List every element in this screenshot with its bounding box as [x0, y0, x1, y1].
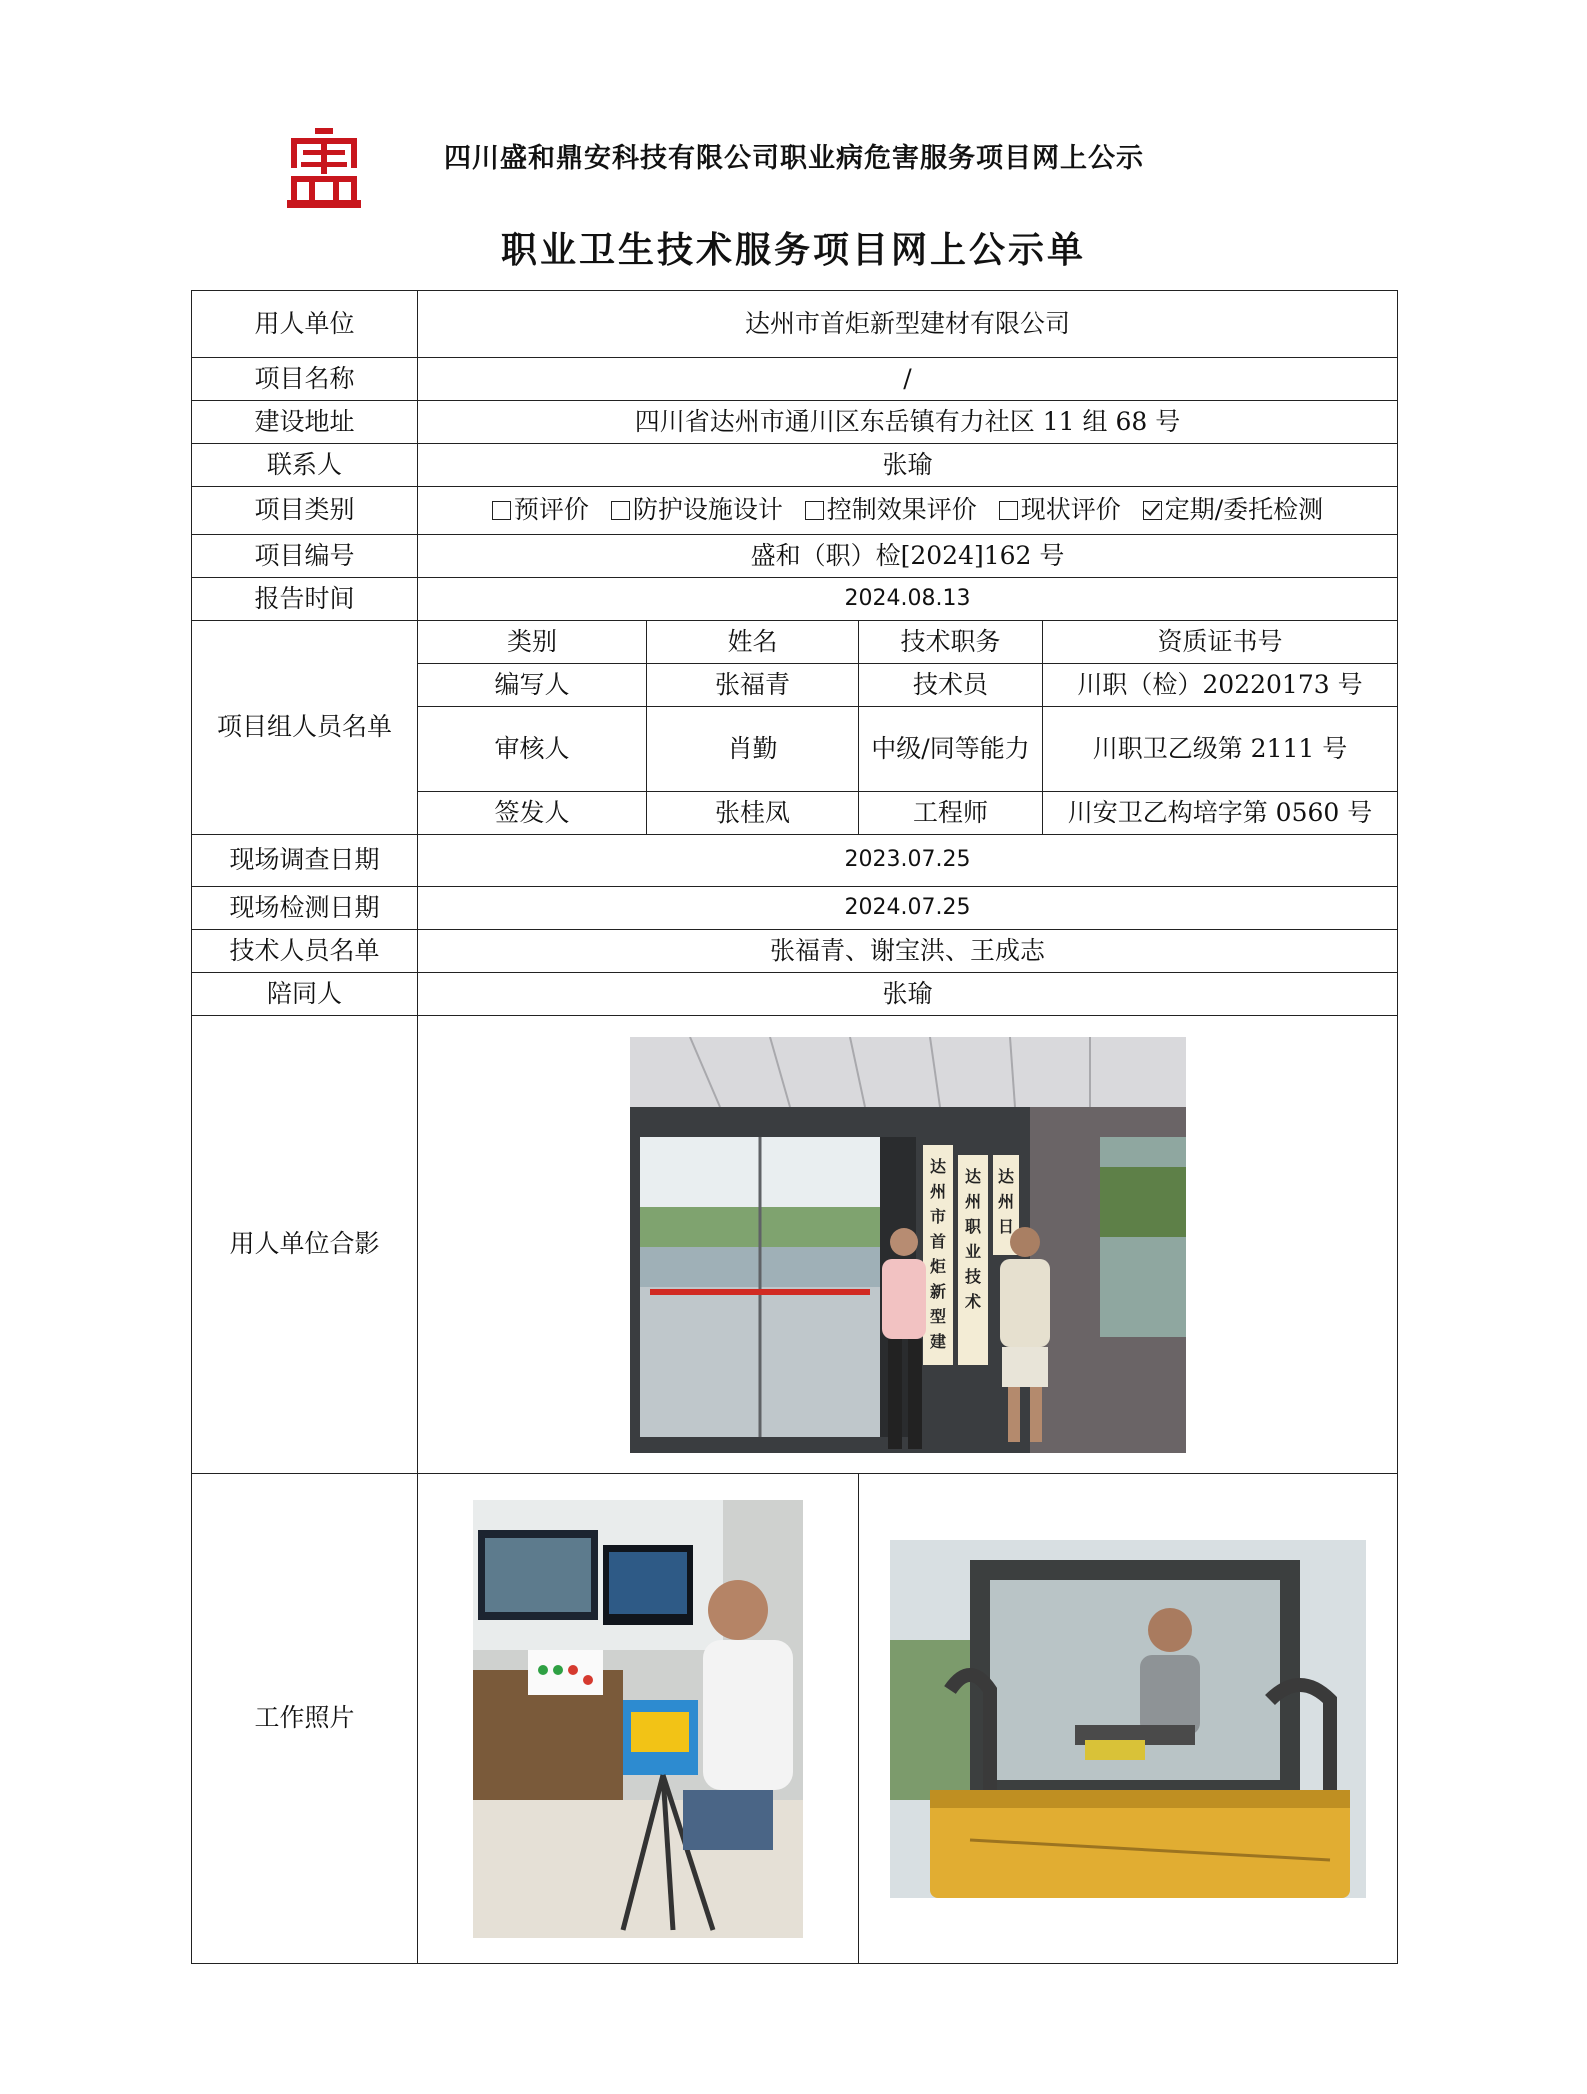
row-technicians — [192, 930, 1398, 973]
row-project-name — [192, 358, 1398, 401]
svg-text:首: 首 — [929, 1231, 946, 1251]
label-project-no: 项目编号 — [192, 535, 418, 578]
category-options — [418, 487, 1398, 535]
label-group-photo: 用人单位合影 — [192, 1016, 418, 1474]
svg-text:州: 州 — [929, 1181, 946, 1201]
team-cell: 签发人 — [418, 792, 647, 835]
svg-text:达: 达 — [997, 1166, 1014, 1186]
svg-text:技: 技 — [964, 1266, 981, 1286]
svg-text:达: 达 — [964, 1166, 981, 1186]
row-group-photo — [192, 1016, 1398, 1474]
team-cell: 张桂凤 — [647, 792, 859, 835]
label-survey-date: 现场调查日期 — [192, 835, 418, 887]
svg-text:炬: 炬 — [929, 1256, 946, 1276]
svg-text:建: 建 — [929, 1331, 946, 1351]
group-photo-cell — [418, 1016, 1398, 1474]
checked-checkbox-icon[interactable] — [1143, 501, 1162, 520]
team-cell: 川职（检）20220173 号 — [1043, 664, 1398, 707]
row-category — [192, 487, 1398, 535]
label-report-time: 报告时间 — [192, 578, 418, 621]
team-cell: 编写人 — [418, 664, 647, 707]
option-control-evaluation[interactable]: 控制效果评价 — [805, 494, 977, 527]
label-team: 项目组人员名单 — [192, 621, 418, 835]
team-cell: 川安卫乙构培字第 0560 号 — [1043, 792, 1398, 835]
option-periodic-testing[interactable]: 定期/委托检测 — [1143, 494, 1323, 527]
option-status-evaluation[interactable]: 现状评价 — [999, 494, 1121, 527]
company-name: 四川盛和鼎安科技有限公司职业病危害服务项目网上公示 — [444, 143, 1144, 174]
svg-text:州: 州 — [997, 1191, 1014, 1211]
document-title: 职业卫生技术服务项目网上公示单 — [500, 229, 1086, 271]
label-project-name: 项目名称 — [192, 358, 418, 401]
team-cell: 审核人 — [418, 707, 647, 792]
checkbox-icon[interactable] — [805, 501, 824, 520]
value-contact: 张瑜 — [418, 444, 1398, 487]
page-header — [287, 128, 1287, 208]
group-photo-image — [630, 1037, 1186, 1453]
value-test-date: 2024.07.25 — [418, 887, 1398, 930]
row-test-date — [192, 887, 1398, 930]
team-cell: 技术员 — [859, 664, 1043, 707]
row-contact — [192, 444, 1398, 487]
label-technicians: 技术人员名单 — [192, 930, 418, 973]
team-header-name: 姓名 — [647, 621, 859, 664]
row-project-no — [192, 535, 1398, 578]
row-report-time — [192, 578, 1398, 621]
value-project-name: / — [418, 358, 1398, 401]
team-header-category: 类别 — [418, 621, 647, 664]
svg-text:业: 业 — [964, 1241, 981, 1261]
label-contact: 联系人 — [192, 444, 418, 487]
company-logo-icon — [287, 128, 361, 208]
value-technicians: 张福青、谢宝洪、王成志 — [418, 930, 1398, 973]
label-address: 建设地址 — [192, 401, 418, 444]
svg-text:新: 新 — [929, 1281, 946, 1301]
label-escort: 陪同人 — [192, 973, 418, 1016]
checkbox-icon[interactable] — [492, 501, 511, 520]
label-test-date: 现场检测日期 — [192, 887, 418, 930]
team-cell: 川职卫乙级第 2111 号 — [1043, 707, 1398, 792]
value-employer: 达州市首炬新型建材有限公司 — [418, 291, 1398, 358]
row-escort — [192, 973, 1398, 1016]
label-employer: 用人单位 — [192, 291, 418, 358]
work-photo-loader-cab — [890, 1540, 1366, 1898]
option-pre-evaluation[interactable]: 预评价 — [492, 494, 589, 527]
row-employer — [192, 291, 1398, 358]
option-protection-design[interactable]: 防护设施设计 — [611, 494, 783, 527]
value-escort: 张瑜 — [418, 973, 1398, 1016]
team-cell: 张福青 — [647, 664, 859, 707]
label-category: 项目类别 — [192, 487, 418, 535]
work-photo-cell-left — [418, 1474, 859, 1964]
svg-text:型: 型 — [929, 1306, 946, 1326]
checkbox-icon[interactable] — [999, 501, 1018, 520]
team-header-row — [192, 621, 1398, 664]
checkbox-icon[interactable] — [611, 501, 630, 520]
team-header-cert: 资质证书号 — [1043, 621, 1398, 664]
work-photo-cell-right — [859, 1474, 1398, 1964]
svg-text:市: 市 — [929, 1206, 946, 1226]
row-work-photos — [192, 1474, 1398, 1964]
svg-text:达: 达 — [929, 1156, 946, 1176]
svg-text:日: 日 — [997, 1216, 1014, 1236]
team-header-title: 技术职务 — [859, 621, 1043, 664]
row-address — [192, 401, 1398, 444]
team-cell: 中级/同等能力 — [859, 707, 1043, 792]
work-photo-control-room — [473, 1500, 803, 1938]
svg-text:术: 术 — [964, 1291, 981, 1311]
value-report-time: 2024.08.13 — [418, 578, 1398, 621]
team-cell: 工程师 — [859, 792, 1043, 835]
value-project-no: 盛和（职）检[2024]162 号 — [418, 535, 1398, 578]
team-cell: 肖勤 — [647, 707, 859, 792]
value-survey-date: 2023.07.25 — [418, 835, 1398, 887]
value-address: 四川省达州市通川区东岳镇有力社区 11 组 68 号 — [418, 401, 1398, 444]
publicity-form — [191, 290, 1398, 1964]
row-survey-date — [192, 835, 1398, 887]
label-work-photos: 工作照片 — [192, 1474, 418, 1964]
svg-text:州: 州 — [964, 1191, 981, 1211]
svg-text:职: 职 — [964, 1216, 981, 1236]
